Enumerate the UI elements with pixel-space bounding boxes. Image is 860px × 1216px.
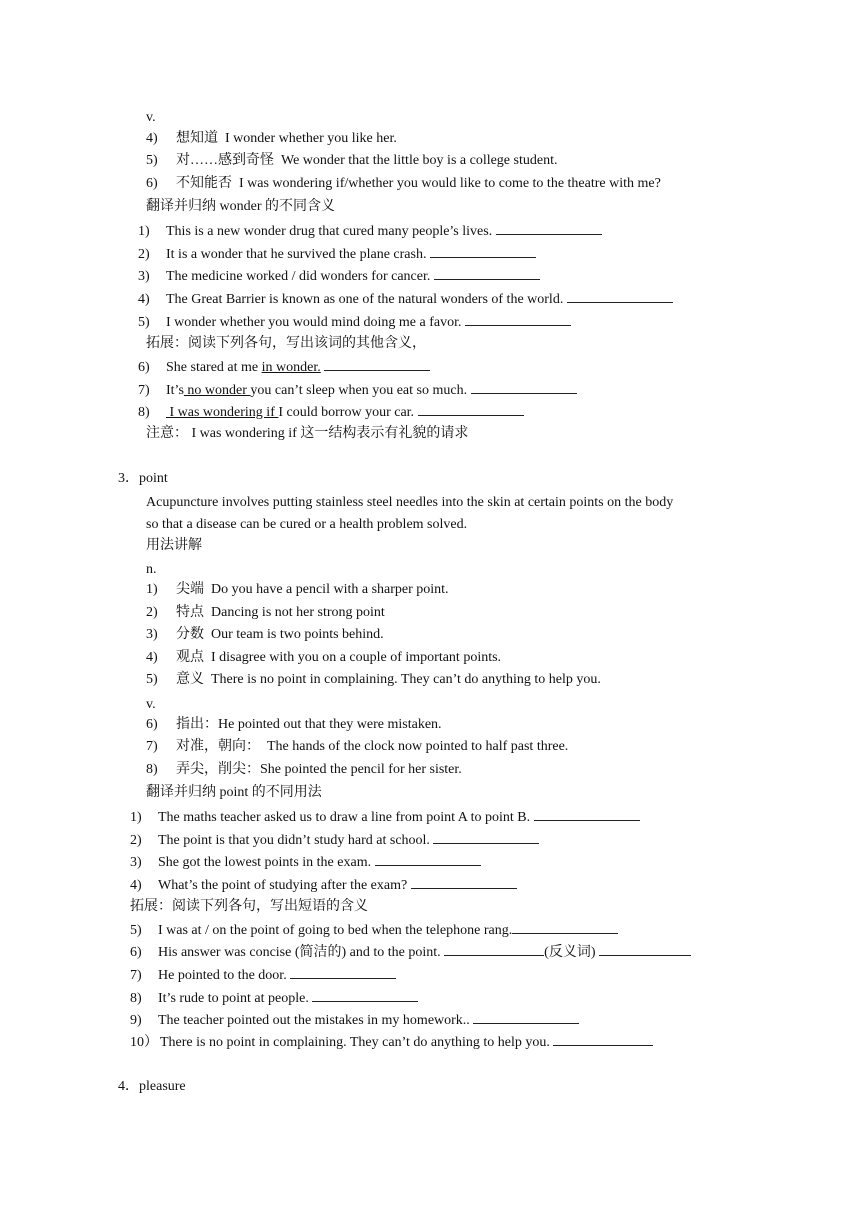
answer-blank — [471, 381, 577, 394]
answer-blank — [599, 943, 691, 956]
answer-blank — [444, 943, 544, 956]
list-item: 4) What’s the point of studying after the exam? — [130, 876, 517, 895]
list-item: 6) 指出：He pointed out that they were mistaken. — [146, 717, 442, 732]
answer-blank — [290, 966, 396, 979]
answer-blank — [567, 290, 673, 303]
list-item: 1) This is a new wonder drug that cured many people’s lives. — [138, 222, 602, 241]
list-item: 3) 分数 Our team is two points behind. — [146, 627, 384, 642]
answer-blank — [496, 222, 602, 235]
answer-blank — [433, 831, 539, 844]
list-item: 4) 想知道 I wonder whether you like her. — [146, 131, 397, 146]
section-title: 4．pleasure — [118, 1079, 186, 1094]
list-item: 7) He pointed to the door. — [130, 966, 396, 985]
list-item: 6) She stared at me in wonder. — [138, 358, 430, 377]
list-item: 2) It is a wonder that he survived the plane crash. — [138, 245, 536, 264]
note-text: 注意： I was wondering if 这一结构表示有礼貌的请求 — [146, 426, 469, 441]
list-item: 1) The maths teacher asked us to draw a line from point A to point B. — [130, 808, 640, 827]
list-item: 6) 不知能否 I was wondering if/whether you would like to come to the theatre with me? — [146, 176, 661, 191]
section-heading: 翻译并归纳 point 的不同用法 — [146, 785, 322, 800]
answer-blank — [430, 245, 536, 258]
answer-blank — [473, 1011, 579, 1024]
list-item: 2) 特点 Dancing is not her strong point — [146, 605, 385, 620]
answer-blank — [465, 313, 571, 326]
list-item: 3) She got the lowest points in the exam. — [130, 853, 481, 872]
list-item: 8) I was wondering if I could borrow your car. — [138, 403, 524, 422]
answer-blank — [324, 358, 430, 371]
answer-blank — [434, 267, 540, 280]
section-heading: 拓展：阅读下列各句，写出短语的含义 — [130, 899, 368, 914]
list-item: 10） There is no point in complaining. They can’t do anything to help you. — [130, 1033, 653, 1052]
answer-blank — [411, 876, 517, 889]
answer-blank — [418, 403, 524, 416]
example-sentence-cont: so that a disease can be cured or a health problem solved. — [146, 517, 468, 532]
example-sentence: Acupuncture involves putting stainless steel needles into the skin at certain points on the body — [146, 495, 674, 510]
antonym-label: (反义词) — [544, 945, 596, 960]
list-item: 5) 意义 There is no point in complaining. They can’t do anything to help you. — [146, 672, 601, 687]
list-item: 4) The Great Barrier is known as one of the natural wonders of the world. — [138, 290, 673, 309]
verb-label: v. — [146, 110, 156, 125]
answer-blank — [512, 921, 618, 934]
list-item: 8) 弄尖，削尖：She pointed the pencil for her sister. — [146, 762, 462, 777]
list-item: 4) 观点 I disagree with you on a couple of important points. — [146, 650, 502, 665]
list-item: 5) I was at / on the point of going to bed when the telephone rang. — [130, 921, 618, 940]
answer-blank — [553, 1033, 653, 1046]
answer-blank — [312, 989, 418, 1002]
list-item: 3) The medicine worked / did wonders for cancer. — [138, 267, 540, 286]
section-heading: 拓展：阅读下列各句，写出该词的其他含义， — [146, 336, 426, 351]
answer-blank — [375, 853, 481, 866]
list-item: 6) His answer was concise (简洁的) and to the point. (反义词) — [130, 943, 691, 962]
noun-label: n. — [146, 562, 157, 577]
list-item: 7) 对准，朝向： The hands of the clock now pointed to half past three. — [146, 739, 569, 754]
section-title: 3．point — [118, 471, 168, 486]
list-item: 7) It’s no wonder you can’t sleep when you eat so much. — [138, 381, 577, 400]
list-item: 5) I wonder whether you would mind doing me a favor. — [138, 313, 571, 332]
list-item: 1) 尖端 Do you have a pencil with a sharper point. — [146, 582, 449, 597]
list-item: 8) It’s rude to point at people. — [130, 989, 418, 1008]
list-item: 9) The teacher pointed out the mistakes in my homework.. — [130, 1011, 579, 1030]
answer-blank — [534, 808, 640, 821]
section-heading: 翻译并归纳 wonder 的不同含义 — [146, 199, 335, 214]
verb-label: v. — [146, 697, 156, 712]
list-item: 5) 对……感到奇怪 We wonder that the little boy is a college student. — [146, 153, 558, 168]
section-heading: 用法讲解 — [146, 538, 202, 553]
list-item: 2) The point is that you didn’t study hard at school. — [130, 831, 539, 850]
